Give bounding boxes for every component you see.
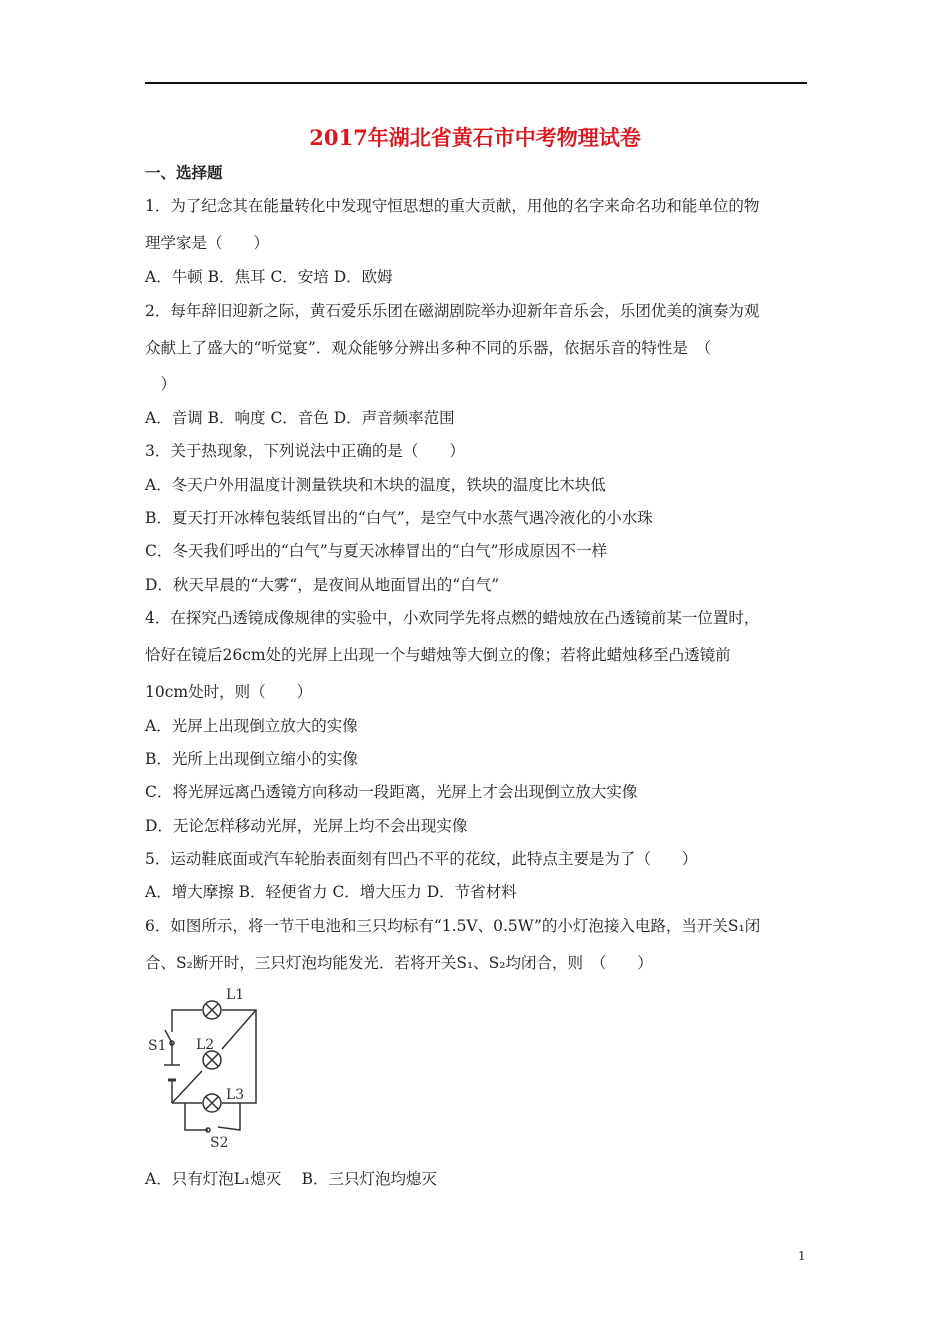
question-6-options: A．只有灯泡L₁熄灭 B．三只灯泡均熄灭 xyxy=(145,1170,438,1188)
question-4-text: 4．在探究凸透镜成像规律的实验中，小欢同学先将点燃的蜡烛放在凸透镜前某一位置时， xyxy=(145,609,760,627)
section-heading: 一、选择题 xyxy=(145,163,223,182)
lamp-l2-icon xyxy=(203,1051,221,1069)
question-5-text: 5．运动鞋底面或汽车轮胎表面刻有凹凸不平的花纹，此特点主要是为了（ ） xyxy=(145,850,698,868)
question-1-options: A．牛顿 B．焦耳 C．安培 D．欧姆 xyxy=(145,268,393,286)
page-title: 2017年湖北省黄石市中考物理试卷 xyxy=(309,125,641,150)
lamp-l1-icon xyxy=(203,1001,221,1019)
question-3-option-b: B．夏天打开冰棒包装纸冒出的“白气”，是空气中水蒸气遇冷液化的小水珠 xyxy=(145,509,653,527)
question-2-text: ） xyxy=(145,375,177,393)
lamp-l3-icon xyxy=(203,1094,221,1112)
question-2-text: 众献上了盛大的“听觉宴”．观众能够分辨出多种不同的乐器，依据乐音的特性是 （ xyxy=(145,339,712,357)
question-4-option-d: D．无论怎样移动光屏，光屏上均不会出现实像 xyxy=(145,817,468,835)
label-l3: L3 xyxy=(226,1087,245,1103)
page-number: 1 xyxy=(798,1249,806,1263)
header-rule xyxy=(145,82,807,84)
label-s1: S1 xyxy=(148,1038,167,1054)
question-4-option-c: C．将光屏远离凸透镜方向移动一段距离，光屏上才会出现倒立放大实像 xyxy=(145,783,638,801)
question-3-text: 3．关于热现象，下列说法中正确的是（ ） xyxy=(145,442,465,460)
label-s2: S2 xyxy=(210,1135,229,1151)
question-2-text: 2．每年辞旧迎新之际，黄石爱乐乐团在磁湖剧院举办迎新年音乐会，乐团优美的演奏为观 xyxy=(145,302,760,320)
question-4-text: 10cm处时，则（ ） xyxy=(145,683,313,701)
question-1-text: 理学家是（ ） xyxy=(145,234,270,252)
question-3-option-c: C．冬天我们呼出的“白气”与夏天冰棒冒出的“白气”形成原因不一样 xyxy=(145,542,608,560)
question-4-option-a: A．光屏上出现倒立放大的实像 xyxy=(145,717,358,735)
label-l1: L1 xyxy=(226,987,245,1003)
circuit-diagram xyxy=(140,975,270,1155)
question-5-options: A．增大摩擦 B．轻便省力 C．增大压力 D．节省材料 xyxy=(145,883,517,901)
question-6-text: 合、S₂断开时，三只灯泡均能发光．若将开关S₁、S₂均闭合，则 （ ） xyxy=(145,954,653,972)
label-l2: L2 xyxy=(196,1037,215,1053)
question-3-option-a: A．冬天户外用温度计测量铁块和木块的温度，铁块的温度比木块低 xyxy=(145,476,606,494)
question-2-options: A．音调 B．响度 C．音色 D．声音频率范围 xyxy=(145,409,455,427)
question-4-text: 恰好在镜后26cm处的光屏上出现一个与蜡烛等大倒立的像；若将此蜡烛移至凸透镜前 xyxy=(145,646,731,664)
question-4-option-b: B．光所上出现倒立缩小的实像 xyxy=(145,750,358,768)
question-1-text: 1．为了纪念其在能量转化中发现守恒思想的重大贡献，用他的名字来命名功和能单位的物 xyxy=(145,197,760,215)
question-6-text: 6．如图所示，将一节干电池和三只均标有“1.5V、0.5W”的小灯泡接入电路，当开关S₁闭 xyxy=(145,917,761,935)
question-3-option-d: D．秋天早晨的“大雾“，是夜间从地面冒出的“白气” xyxy=(145,576,500,594)
